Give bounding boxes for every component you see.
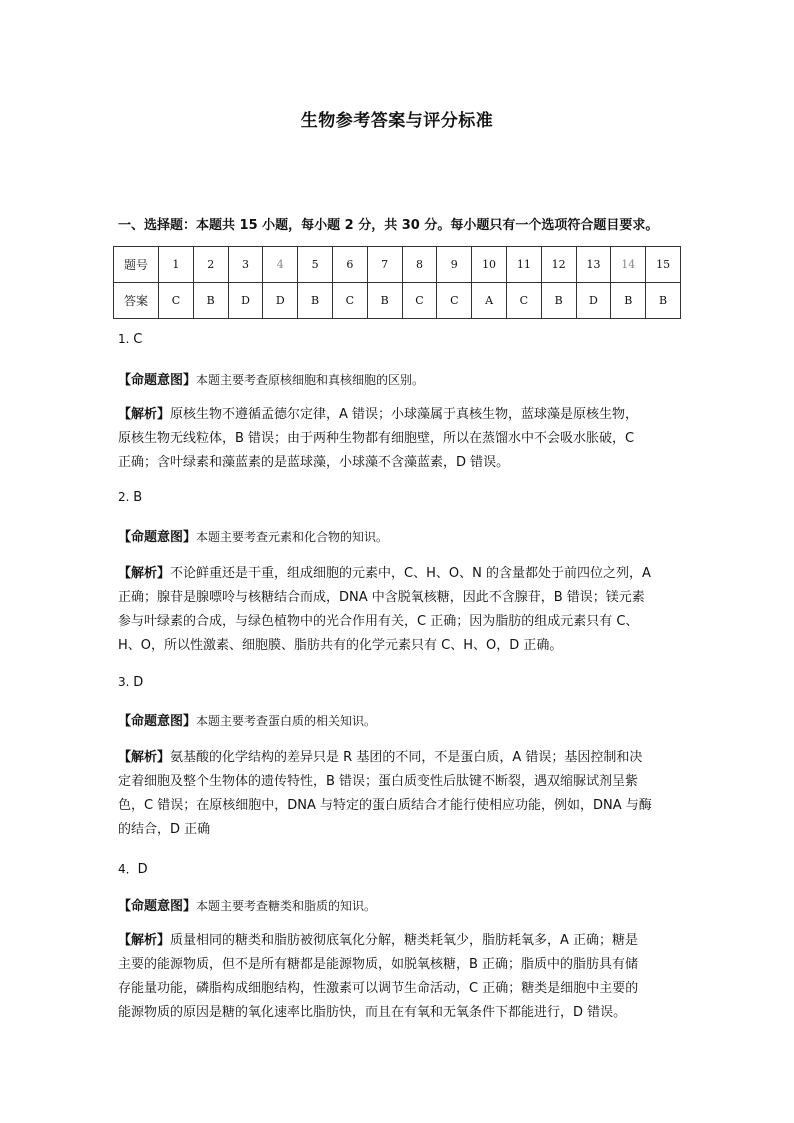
table-cell-number: 15 bbox=[646, 247, 681, 283]
question-answer: B bbox=[133, 490, 143, 505]
table-cell-answer: A bbox=[472, 283, 507, 319]
table-cell-answer: D bbox=[263, 283, 298, 319]
table-cell-number: 6 bbox=[332, 247, 367, 283]
analysis-line bbox=[118, 403, 678, 427]
answer-table bbox=[113, 246, 681, 319]
analysis-line: 的结合，D 正确 bbox=[118, 822, 211, 837]
question-number: 2. bbox=[118, 490, 130, 504]
table-cell-answer: C bbox=[506, 283, 541, 319]
analysis-line: 色，C 错误；在原核细胞中，DNA 与特定的蛋白质结合才能行使相应功能，例如，DNA 与酶 bbox=[118, 798, 652, 813]
intent-tag: 【命题意图】 bbox=[118, 373, 197, 388]
table-cell-answer: C bbox=[402, 283, 437, 319]
question-2-analysis bbox=[118, 562, 678, 658]
question-answer: D bbox=[137, 862, 148, 877]
table-cell-number: 1 bbox=[159, 247, 194, 283]
intent-tag: 【命题意图】 bbox=[118, 714, 197, 729]
analysis-line bbox=[118, 562, 678, 586]
question-3-analysis bbox=[118, 746, 678, 842]
table-cell-answer: D bbox=[228, 283, 263, 319]
table-cell-number: 12 bbox=[541, 247, 576, 283]
analysis-line: 存能量功能，磷脂构成细胞结构，性激素可以调节生命活动，C 正确；糖类是细胞中主要的 bbox=[118, 981, 639, 996]
question-4-intent bbox=[118, 895, 376, 914]
analysis-line: H、O，所以性激素、细胞膜、脂肪共有的化学元素只有 C、H、O，D 正确。 bbox=[118, 638, 563, 653]
intent-text: 本题主要考查蛋白质的相关知识。 bbox=[196, 714, 377, 728]
table-cell-number: 13 bbox=[576, 247, 611, 283]
section-heading: 一、选择题：本题共 15 小题，每小题 2 分，共 30 分。每小题只有一个选项符合题目要求。 bbox=[118, 218, 659, 233]
analysis-line: 参与叶绿素的合成，与绿色植物中的光合作用有关，C 正确；因为脂肪的组成元素只有 C、 bbox=[118, 614, 639, 629]
question-answer: D bbox=[133, 675, 144, 690]
analysis-line: 正确；含叶绿素和藻蓝素的是蓝球藻，小球藻不含藻蓝素，D 错误。 bbox=[118, 455, 510, 470]
table-cell-number: 5 bbox=[298, 247, 333, 283]
table-cell-answer: C bbox=[332, 283, 367, 319]
analysis-text: 质量相同的糖类和脂肪被彻底氧化分解，糖类耗氧少，脂肪耗氧多，A 正确；糖是 bbox=[170, 933, 639, 948]
analysis-line: 定着细胞及整个生物体的遗传特性，B 错误；蛋白质变性后肽键不断裂，遇双缩脲试剂呈紫 bbox=[118, 774, 639, 789]
table-cell-number: 8 bbox=[402, 247, 437, 283]
question-number: 4． bbox=[118, 862, 138, 876]
table-cell-number: 9 bbox=[437, 247, 472, 283]
question-number: 1. bbox=[118, 332, 130, 346]
analysis-text: 氨基酸的化学结构的差异只是 R 基团的不同，不是蛋白质，A 错误；基因控制和决 bbox=[170, 750, 643, 765]
table-cell-number: 7 bbox=[367, 247, 402, 283]
analysis-line: 能源物质的原因是糖的氧化速率比脂肪快，而且在有氧和无氧条件下都能进行，D 错误。 bbox=[118, 1005, 627, 1020]
table-cell-number: 4 bbox=[263, 247, 298, 283]
question-3-intent bbox=[118, 710, 376, 729]
page-title: 生物参考答案与评分标准 bbox=[300, 111, 494, 131]
analysis-line bbox=[118, 746, 678, 770]
question-1-analysis bbox=[118, 403, 678, 475]
question-2-intent bbox=[118, 526, 388, 545]
analysis-tag: 【解析】 bbox=[118, 407, 171, 422]
question-number: 3. bbox=[118, 675, 130, 689]
question-2-heading bbox=[118, 490, 142, 505]
table-cell-answer: B bbox=[611, 283, 646, 319]
question-1-intent bbox=[118, 369, 424, 388]
table-cell-number: 10 bbox=[472, 247, 507, 283]
table-header-answer: 答案 bbox=[114, 283, 159, 319]
analysis-text: 不论鲜重还是干重，组成细胞的元素中，C、H、O、N 的含量都处于前四位之列，A bbox=[170, 566, 651, 581]
analysis-line: 正确；腺苷是腺嘌呤与核糖结合而成，DNA 中含脱氧核糖，因此不含腺苷，B 错误；镁元素 bbox=[118, 590, 645, 605]
question-4-heading bbox=[118, 860, 148, 877]
table-cell-number: 2 bbox=[193, 247, 228, 283]
table-cell-answer: B bbox=[541, 283, 576, 319]
question-4-analysis bbox=[118, 929, 678, 1025]
table-cell-answer: D bbox=[576, 283, 611, 319]
analysis-line: 主要的能源物质，但不是所有糖都是能源物质，如脱氧核糖，B 正确；脂质中的脂肪具有储 bbox=[118, 957, 639, 972]
table-cell-number: 11 bbox=[506, 247, 541, 283]
analysis-text: 原核生物不遵循孟德尔定律，A 错误；小球藻属于真核生物，蓝球藻是原核生物， bbox=[170, 407, 639, 422]
question-answer: C bbox=[133, 332, 143, 347]
table-cell-answer: C bbox=[437, 283, 472, 319]
analysis-line bbox=[118, 929, 678, 953]
analysis-tag: 【解析】 bbox=[118, 566, 171, 581]
analysis-line: 原核生物无线粒体，B 错误；由于两种生物都有细胞壁，所以在蒸馏水中不会吸水胀破，C bbox=[118, 431, 635, 446]
table-cell-answer: B bbox=[646, 283, 681, 319]
analysis-tag: 【解析】 bbox=[118, 933, 171, 948]
table-cell-answer: C bbox=[159, 283, 194, 319]
table-row-numbers bbox=[114, 247, 681, 283]
table-cell-number: 3 bbox=[228, 247, 263, 283]
table-cell-answer: B bbox=[193, 283, 228, 319]
table-cell-number: 14 bbox=[611, 247, 646, 283]
intent-tag: 【命题意图】 bbox=[118, 899, 197, 914]
table-cell-answer: B bbox=[367, 283, 402, 319]
table-cell-answer: B bbox=[298, 283, 333, 319]
question-3-heading bbox=[118, 675, 143, 690]
intent-text: 本题主要考查元素和化合物的知识。 bbox=[196, 530, 389, 544]
analysis-tag: 【解析】 bbox=[118, 750, 171, 765]
table-row-answers bbox=[114, 283, 681, 319]
table-header-question-number: 题号 bbox=[114, 247, 159, 283]
intent-text: 本题主要考查糖类和脂质的知识。 bbox=[196, 899, 377, 913]
intent-tag: 【命题意图】 bbox=[118, 530, 197, 545]
question-1-heading bbox=[118, 332, 142, 347]
intent-text: 本题主要考查原核细胞和真核细胞的区别。 bbox=[196, 373, 425, 387]
